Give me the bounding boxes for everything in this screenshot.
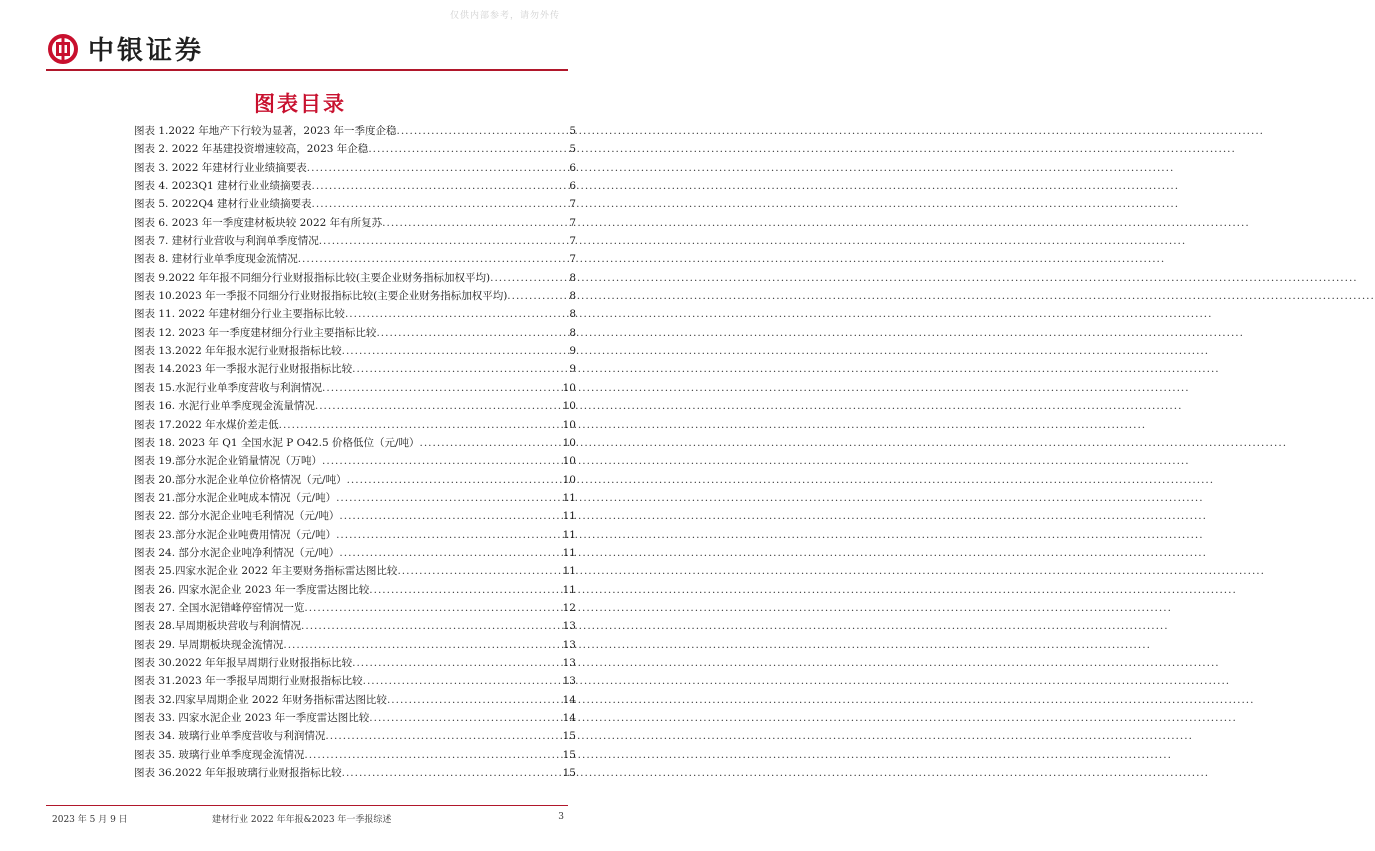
- brand-name: 中银证券: [88, 36, 205, 66]
- page-header: [48, 30, 204, 67]
- toc-entry-title: 图表 14.2023 年一季报水泥行业财报指标比较: [134, 363, 353, 376]
- toc-entry-title: 图表 32.四家早周期企业 2022 年财务指标雷达图比较: [134, 693, 387, 706]
- toc-entry-title: 图表 6. 2023 年一季度建材板块较 2022 年有所复苏: [134, 216, 383, 229]
- toc-entry-title: 图表 10.2023 年一季报不同细分行业财报指标比较(主要企业财务指标加权平均): [134, 290, 508, 303]
- footer-divider: [46, 805, 568, 806]
- toc-entry-page: 15: [562, 748, 576, 761]
- toc-entry-title: 图表 23.部分水泥企业吨费用情况（元/吨）: [134, 528, 337, 541]
- toc-entry-page: 8: [569, 271, 576, 284]
- toc-entry-page: 9: [569, 345, 576, 358]
- toc-entry-title: 图表 3. 2022 年建材行业业绩摘要表: [134, 161, 307, 174]
- footer-page-number: 3: [558, 812, 564, 822]
- toc-entry[interactable]: [134, 269, 576, 287]
- toc-dot-leader: [336, 526, 562, 544]
- toc-dot-leader: [368, 140, 568, 158]
- toc-entry-page: 13: [562, 675, 576, 688]
- toc-dot-leader: [283, 636, 561, 654]
- toc-entry[interactable]: [134, 544, 576, 562]
- toc-dot-leader: [336, 489, 562, 507]
- toc-dot-leader: [298, 250, 569, 268]
- toc-entry-page: 8: [569, 290, 576, 303]
- toc-entry-page: 12: [562, 601, 576, 614]
- toc-entry[interactable]: [134, 342, 576, 360]
- toc-entry[interactable]: [134, 305, 576, 323]
- toc-entry[interactable]: [134, 654, 576, 672]
- toc-entry-page: 5: [569, 143, 576, 156]
- toc-entry[interactable]: [134, 617, 576, 635]
- toc-entry-page: 6: [569, 180, 576, 193]
- toc-entry-title: 图表 25.四家水泥企业 2022 年主要财务指标雷达图比较: [134, 565, 398, 578]
- toc-entry-page: 15: [562, 767, 576, 780]
- toc-entry[interactable]: [134, 379, 576, 397]
- toc-entry-page: 10: [562, 400, 576, 413]
- toc-entry[interactable]: [134, 727, 576, 745]
- toc-entry-title: 图表 20.部分水泥企业单位价格情况（元/吨）: [134, 473, 347, 486]
- toc-entry-title: 图表 1.2022 年地产下行较为显著，2023 年一季度企稳: [134, 125, 397, 137]
- toc-entry-page: 15: [562, 730, 576, 743]
- toc-entry[interactable]: [134, 709, 576, 727]
- toc-entry[interactable]: [134, 489, 576, 507]
- toc-entry-page: 14: [562, 712, 576, 724]
- toc-entry-page: 14: [562, 693, 576, 706]
- toc-entry-title: 图表 22. 部分水泥企业吨毛利情况（元/吨）: [134, 510, 340, 523]
- toc-dot-leader: [342, 342, 569, 360]
- toc-dot-leader: [396, 122, 568, 140]
- page-footer: [52, 812, 564, 825]
- toc-entry[interactable]: [134, 214, 576, 232]
- toc-dot-leader: [397, 562, 561, 580]
- toc-entry-title: 图表 29. 早周期板块现金流情况: [134, 638, 284, 651]
- footer-date: 2023 年 5 月 9 日: [52, 815, 128, 825]
- toc-entry-title: 图表 34. 玻璃行业单季度营收与利润情况: [134, 730, 326, 743]
- toc-entry-title: 图表 35. 玻璃行业单季度现金流情况: [134, 748, 305, 761]
- toc-dot-leader: [347, 471, 562, 489]
- toc-entry-title: 图表 28.早周期板块营收与利润情况: [134, 620, 302, 633]
- toc-entry-title: 图表 31.2023 年一季报早周期行业财报指标比较: [134, 675, 363, 688]
- toc-entry[interactable]: [134, 691, 576, 709]
- toc-entry-title: 图表 11. 2022 年建材细分行业主要指标比较: [134, 308, 345, 321]
- toc-entry[interactable]: [134, 250, 576, 268]
- toc-entry-title: 图表 18. 2023 年 Q1 全国水泥 P O42.5 价格低位（元/吨）: [134, 436, 420, 449]
- toc-entry-page: 6: [569, 161, 576, 174]
- toc-entry-title: 图表 36.2022 年年报玻璃行业财报指标比较: [134, 767, 342, 780]
- toc-entry-page: 8: [569, 326, 576, 339]
- toc-dot-leader: [301, 617, 562, 635]
- toc-entry-title: 图表 24. 部分水泥企业吨净利情况（元/吨）: [134, 546, 340, 559]
- toc-dot-leader: [315, 397, 562, 415]
- toc-dot-leader: [345, 305, 568, 323]
- toc-dot-leader: [322, 379, 562, 397]
- toc-dot-leader: [376, 324, 568, 342]
- toc-dot-leader: [304, 599, 561, 617]
- toc-dot-leader: [352, 360, 568, 378]
- toc-entry-page: 9: [569, 363, 576, 376]
- toc-entry[interactable]: [134, 507, 576, 525]
- toc-entry[interactable]: [134, 599, 576, 617]
- footer-report-title: 建材行业 2022 年年报&2023 年一季报综述: [212, 815, 392, 825]
- watermark-text: 仅供内部参考，请勿外传: [449, 11, 560, 21]
- toc-entry-title: 图表 17.2022 年水煤价差走低: [134, 418, 279, 431]
- page-title: 图表目录: [254, 92, 346, 116]
- toc-entry[interactable]: [134, 636, 576, 654]
- toc-dot-leader: [342, 764, 562, 782]
- toc-entry-page: 10: [562, 473, 576, 486]
- toc-entry-page: 10: [562, 418, 576, 431]
- toc-entry-title: 图表 9.2022 年年报不同细分行业财报指标比较(主要企业财务指标加权平均): [134, 271, 491, 284]
- toc-entry-title: 图表 26. 四家水泥企业 2023 年一季度雷达图比较: [134, 583, 370, 596]
- toc-entry-title: 图表 19.部分水泥企业销量情况（万吨）: [134, 455, 323, 468]
- toc-dot-leader: [507, 287, 568, 305]
- toc-dot-leader: [339, 507, 561, 525]
- toc-entry-title: 图表 13.2022 年年报水泥行业财报指标比较: [134, 345, 342, 358]
- toc-entry-page: 8: [569, 308, 576, 321]
- toc-entry-page: 7: [569, 198, 576, 211]
- toc-dot-leader: [304, 746, 561, 764]
- toc-dot-leader: [312, 177, 569, 195]
- toc-entry[interactable]: [134, 581, 576, 599]
- toc-entry-page: 10: [562, 381, 576, 394]
- toc-entry-page: 7: [569, 216, 576, 229]
- toc-dot-leader: [322, 452, 562, 470]
- toc-entry-page: 11: [562, 565, 576, 578]
- toc-dot-leader: [382, 214, 568, 232]
- toc-entry[interactable]: [134, 764, 576, 782]
- toc-entry-page: 13: [562, 620, 576, 633]
- toc-entry-title: 图表 7. 建材行业营收与利润单季度情况: [134, 235, 319, 248]
- toc-entry[interactable]: [134, 746, 576, 764]
- toc-entry[interactable]: [134, 122, 576, 140]
- toc-dot-leader: [387, 691, 562, 709]
- toc-entry[interactable]: [134, 562, 576, 580]
- toc-entry[interactable]: [134, 434, 576, 452]
- toc-entry-title: 图表 15.水泥行业单季度营收与利润情况: [134, 381, 323, 394]
- toc-entry-page: 13: [562, 638, 576, 651]
- toc-entry[interactable]: [134, 232, 576, 250]
- toc-dot-leader: [279, 416, 562, 434]
- toc-entry-page: 10: [562, 436, 576, 449]
- toc-entry-title: 图表 8. 建材行业单季度现金流情况: [134, 253, 298, 266]
- header-divider: [46, 69, 568, 71]
- toc-entry-page: 11: [562, 583, 576, 596]
- toc-entry-page: 7: [569, 235, 576, 248]
- toc-entry[interactable]: [134, 287, 576, 305]
- toc-dot-leader: [307, 159, 569, 177]
- figure-list: [134, 122, 576, 782]
- toc-dot-leader: [325, 727, 561, 745]
- toc-entry[interactable]: [134, 452, 576, 470]
- toc-entry[interactable]: [134, 526, 576, 544]
- toc-entry-title: 图表 21.部分水泥企业吨成本情况（元/吨）: [134, 491, 337, 504]
- toc-entry-title: 图表 4. 2023Q1 建材行业业绩摘要表: [134, 180, 312, 193]
- toc-entry[interactable]: [134, 397, 576, 415]
- toc-entry-page: 5: [569, 125, 576, 137]
- toc-dot-leader: [363, 672, 562, 690]
- toc-entry-page: 7: [569, 253, 576, 266]
- bank-logo-icon: [48, 34, 78, 64]
- toc-dot-leader: [369, 581, 561, 599]
- toc-dot-leader: [312, 195, 569, 213]
- toc-entry[interactable]: [134, 195, 576, 213]
- toc-entry-title: 图表 27. 全国水泥错峰停窑情况一览: [134, 601, 305, 614]
- toc-entry[interactable]: [134, 471, 576, 489]
- toc-entry-page: 11: [562, 528, 576, 541]
- toc-entry-page: 13: [562, 656, 576, 669]
- toc-entry-title: 图表 12. 2023 年一季度建材细分行业主要指标比较: [134, 326, 377, 339]
- toc-entry-title: 图表 5. 2022Q4 建材行业业绩摘要表: [134, 198, 312, 211]
- toc-entry-title: 图表 16. 水泥行业单季度现金流量情况: [134, 400, 315, 413]
- toc-entry[interactable]: [134, 324, 576, 342]
- toc-entry[interactable]: [134, 140, 576, 158]
- toc-dot-leader: [420, 434, 562, 452]
- toc-dot-leader: [319, 232, 569, 250]
- toc-entry[interactable]: [134, 177, 576, 195]
- toc-entry-page: 11: [562, 546, 576, 559]
- toc-entry-title: 图表 2. 2022 年基建投资增速较高，2023 年企稳: [134, 143, 369, 156]
- toc-entry[interactable]: [134, 672, 576, 690]
- toc-dot-leader: [369, 709, 561, 727]
- toc-entry[interactable]: [134, 416, 576, 434]
- toc-dot-leader: [352, 654, 562, 672]
- toc-entry[interactable]: [134, 159, 576, 177]
- toc-entry[interactable]: [134, 360, 576, 378]
- toc-entry-page: 11: [562, 510, 576, 523]
- toc-entry-page: 11: [562, 491, 576, 504]
- toc-entry-title: 图表 33. 四家水泥企业 2023 年一季度雷达图比较: [134, 712, 370, 724]
- toc-dot-leader: [339, 544, 561, 562]
- toc-entry-page: 10: [562, 455, 576, 468]
- toc-dot-leader: [490, 269, 568, 287]
- toc-entry-title: 图表 30.2022 年年报早周期行业财报指标比较: [134, 656, 353, 669]
